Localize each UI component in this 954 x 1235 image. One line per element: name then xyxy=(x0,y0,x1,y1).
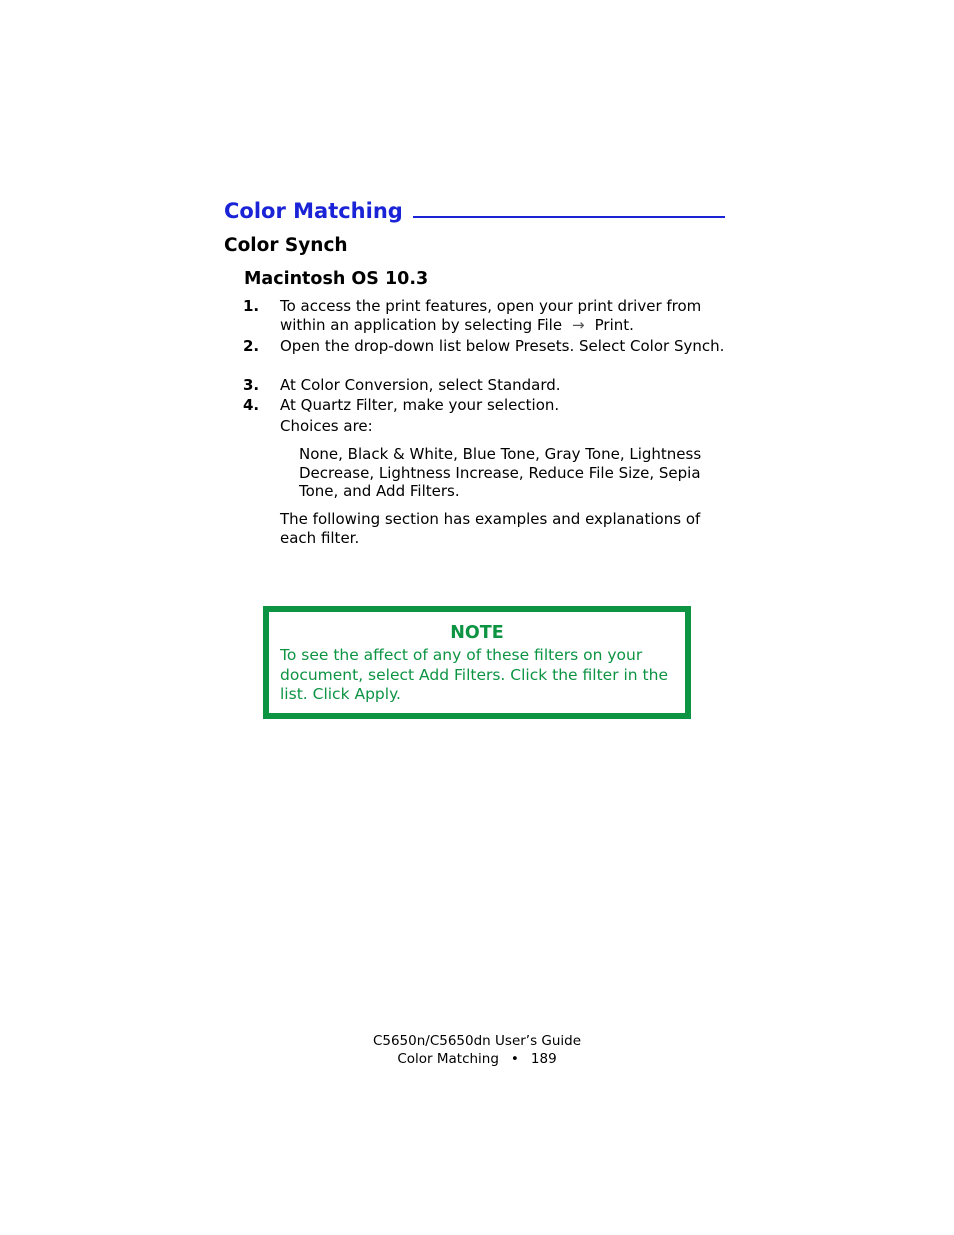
step-1-text-start: To access the print features, open your print driver from within an application by selecting File xyxy=(280,297,702,334)
title-underline-rule xyxy=(413,216,725,218)
step-number-4: 4. xyxy=(243,396,260,414)
step-number-3: 3. xyxy=(243,376,260,394)
footer-chapter: Color Matching xyxy=(397,1050,499,1067)
os-version-title: Macintosh OS 10.3 xyxy=(244,269,429,289)
menu-arrow-icon: → xyxy=(572,315,585,334)
section-title xyxy=(224,196,725,226)
step-text-1 xyxy=(280,297,740,334)
step-text-2: Open the drop-down list below Presets. Select Color Synch. xyxy=(280,337,725,355)
note-box xyxy=(263,606,691,719)
step-text-4: At Quartz Filter, make your selection. xyxy=(280,396,560,414)
choices-list: None, Black & White, Blue Tone, Gray Tone, Lightness Decrease, Lightness Increase, Reduce File Size, Sepia Tone, and Add Filters. xyxy=(299,445,702,501)
subsection-title: Color Synch xyxy=(224,235,348,256)
page-footer xyxy=(0,1033,954,1068)
section-title-text: Color Matching xyxy=(224,199,403,223)
step-text-3: At Color Conversion, select Standard. xyxy=(280,376,561,394)
footer-chapter-line xyxy=(0,1051,954,1069)
step-number-2: 2. xyxy=(243,337,260,355)
choices-label: Choices are: xyxy=(280,417,373,435)
footer-page-number: 189 xyxy=(530,1050,557,1067)
note-heading: NOTE xyxy=(450,623,504,643)
following-section-text: The following section has examples and explanations of each filter. xyxy=(280,510,701,547)
footer-bullet: • xyxy=(510,1050,519,1067)
footer-guide-title: C5650n/C5650dn User’s Guide xyxy=(372,1033,582,1049)
step-1-text-end: Print. xyxy=(594,315,634,334)
note-text: To see the affect of any of these filters on your document, select Add Filters. Click the filter in the list. Click Apply. xyxy=(280,646,668,703)
step-number-1: 1. xyxy=(243,297,260,315)
